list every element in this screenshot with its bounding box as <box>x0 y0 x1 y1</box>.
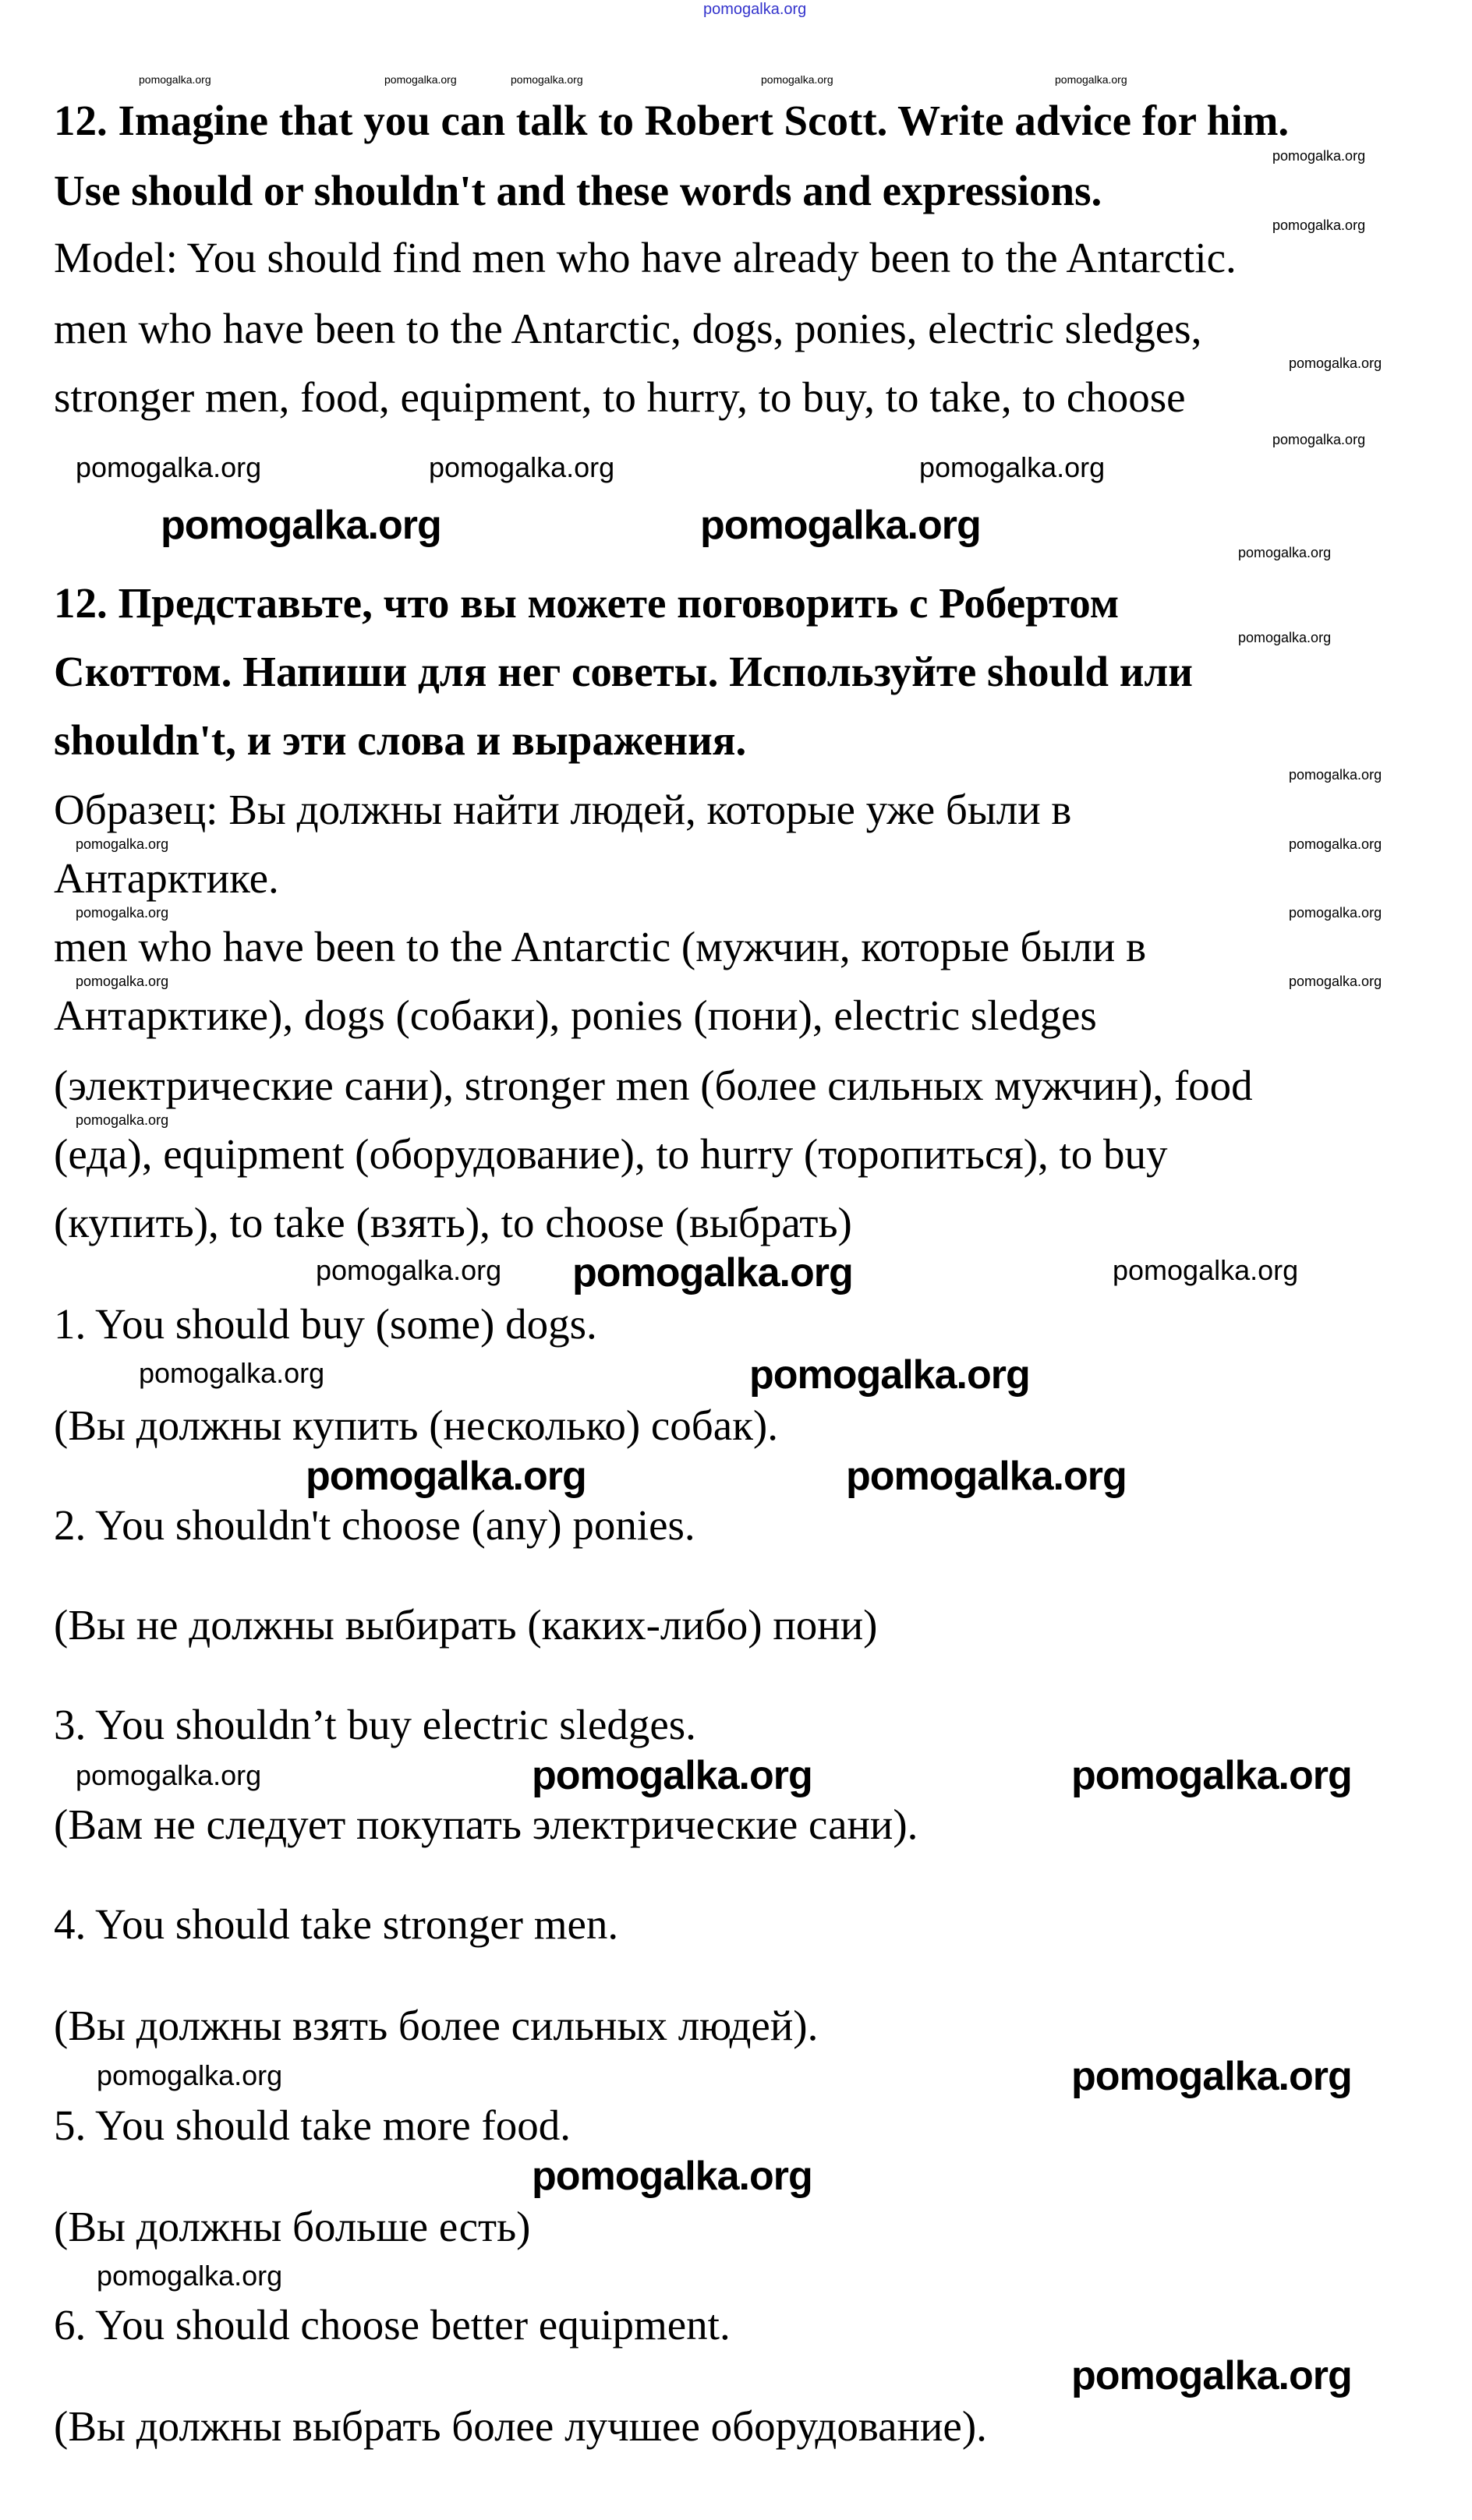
watermark: pomogalka.org <box>1289 836 1382 852</box>
answer-translation: (Вы должны купить (несколько) собак). <box>54 1401 778 1449</box>
watermark: pomogalka.org <box>1289 905 1382 921</box>
task-model-ru: Образец: Вы должны найти людей, которые уже были в <box>54 786 1072 833</box>
task-words-ru: men who have been to the Antarctic (мужчин, которые были в <box>54 923 1147 970</box>
watermark: pomogalka.org <box>761 73 833 86</box>
watermark: pomogalka.org <box>76 451 262 483</box>
watermark: pomogalka.org <box>76 836 169 852</box>
watermark: pomogalka.org <box>161 503 441 548</box>
watermark: pomogalka.org <box>1289 974 1382 989</box>
answer-line: 2. You shouldn't choose (any) ponies. <box>54 1501 695 1549</box>
watermark: pomogalka.org <box>700 503 981 548</box>
watermark: pomogalka.org <box>76 1759 262 1791</box>
task-heading-ru: 12. Представьте, что вы можете поговорить с Робертом <box>54 579 1120 627</box>
watermark: pomogalka.org <box>749 1352 1030 1398</box>
task-words-en: stronger men, food, equipment, to hurry, to buy, to take, to choose <box>54 373 1186 421</box>
task-words-ru: Антарктике), dogs (собаки), ponies (пони), electric sledges <box>54 991 1097 1039</box>
watermark: pomogalka.org <box>1272 148 1366 164</box>
watermark: pomogalka.org <box>76 974 169 989</box>
answer-line: 5. You should take more food. <box>54 2101 571 2149</box>
answer-translation: (Вы должны больше есть) <box>54 2203 531 2250</box>
task-words-ru: (еда), equipment (оборудование), to hurry (торопиться), to buy <box>54 1130 1168 1178</box>
answer-line: 4. You should take stronger men. <box>54 1900 619 1948</box>
answer-line: 6. You should choose better equipment. <box>54 2301 731 2349</box>
watermark: pomogalka.org <box>1071 1753 1352 1798</box>
watermark: pomogalka.org <box>919 451 1106 483</box>
watermark: pomogalka.org <box>511 73 583 86</box>
task-words-ru: (электрические сани), stronger men (более сильных мужчин), food <box>54 1062 1253 1109</box>
task-heading-en: 12. Imagine that you can talk to Robert Scott. Write advice for him. <box>54 97 1290 144</box>
watermark: pomogalka.org <box>532 2154 812 2199</box>
watermark: pomogalka.org <box>532 1753 812 1798</box>
answer-line: 3. You shouldn’t buy electric sledges. <box>54 1701 696 1748</box>
watermark: pomogalka.org <box>139 73 211 86</box>
watermark: pomogalka.org <box>703 1 807 18</box>
watermark: pomogalka.org <box>846 1454 1127 1499</box>
watermark: pomogalka.org <box>429 451 615 483</box>
answer-translation: (Вы должны взять более сильных людей). <box>54 2002 819 2049</box>
watermark: pomogalka.org <box>1071 2054 1352 2099</box>
answer-translation: (Вы должны выбрать более лучшее оборудование). <box>54 2402 987 2450</box>
task-model-ru: Антарктике. <box>54 854 279 902</box>
watermark: pomogalka.org <box>1272 432 1366 447</box>
watermark: pomogalka.org <box>1113 1254 1299 1286</box>
watermark: pomogalka.org <box>572 1250 853 1295</box>
task-heading-en: Use should or shouldn't and these words and expressions. <box>54 167 1102 214</box>
watermark: pomogalka.org <box>76 905 169 921</box>
task-model-en: Model: You should find men who have already been to the Antarctic. <box>54 234 1237 281</box>
watermark: pomogalka.org <box>1238 545 1332 560</box>
watermark: pomogalka.org <box>1238 630 1332 645</box>
answer-translation: (Вам не следует покупать электрические сани). <box>54 1801 918 1848</box>
watermark: pomogalka.org <box>1071 2353 1352 2398</box>
answer-translation: (Вы не должны выбирать (каких-либо) пони) <box>54 1601 878 1649</box>
task-heading-ru: shouldn't, и эти слова и выражения. <box>54 716 747 764</box>
answer-line: 1. You should buy (some) dogs. <box>54 1300 597 1348</box>
watermark: pomogalka.org <box>1289 767 1382 783</box>
watermark: pomogalka.org <box>1055 73 1127 86</box>
watermark: pomogalka.org <box>97 2260 283 2292</box>
watermark: pomogalka.org <box>97 2059 283 2091</box>
watermark: pomogalka.org <box>139 1357 325 1389</box>
watermark: pomogalka.org <box>76 1112 169 1128</box>
watermark: pomogalka.org <box>1289 355 1382 371</box>
watermark: pomogalka.org <box>316 1254 502 1286</box>
task-heading-ru: Скоттом. Напиши для нег советы. Используйте should или <box>54 648 1193 695</box>
watermark: pomogalka.org <box>384 73 457 86</box>
watermark: pomogalka.org <box>306 1454 586 1499</box>
task-words-en: men who have been to the Antarctic, dogs, ponies, electric sledges, <box>54 305 1202 352</box>
watermark: pomogalka.org <box>1272 217 1366 233</box>
task-words-ru: (купить), to take (взять), to choose (выбрать) <box>54 1199 852 1246</box>
